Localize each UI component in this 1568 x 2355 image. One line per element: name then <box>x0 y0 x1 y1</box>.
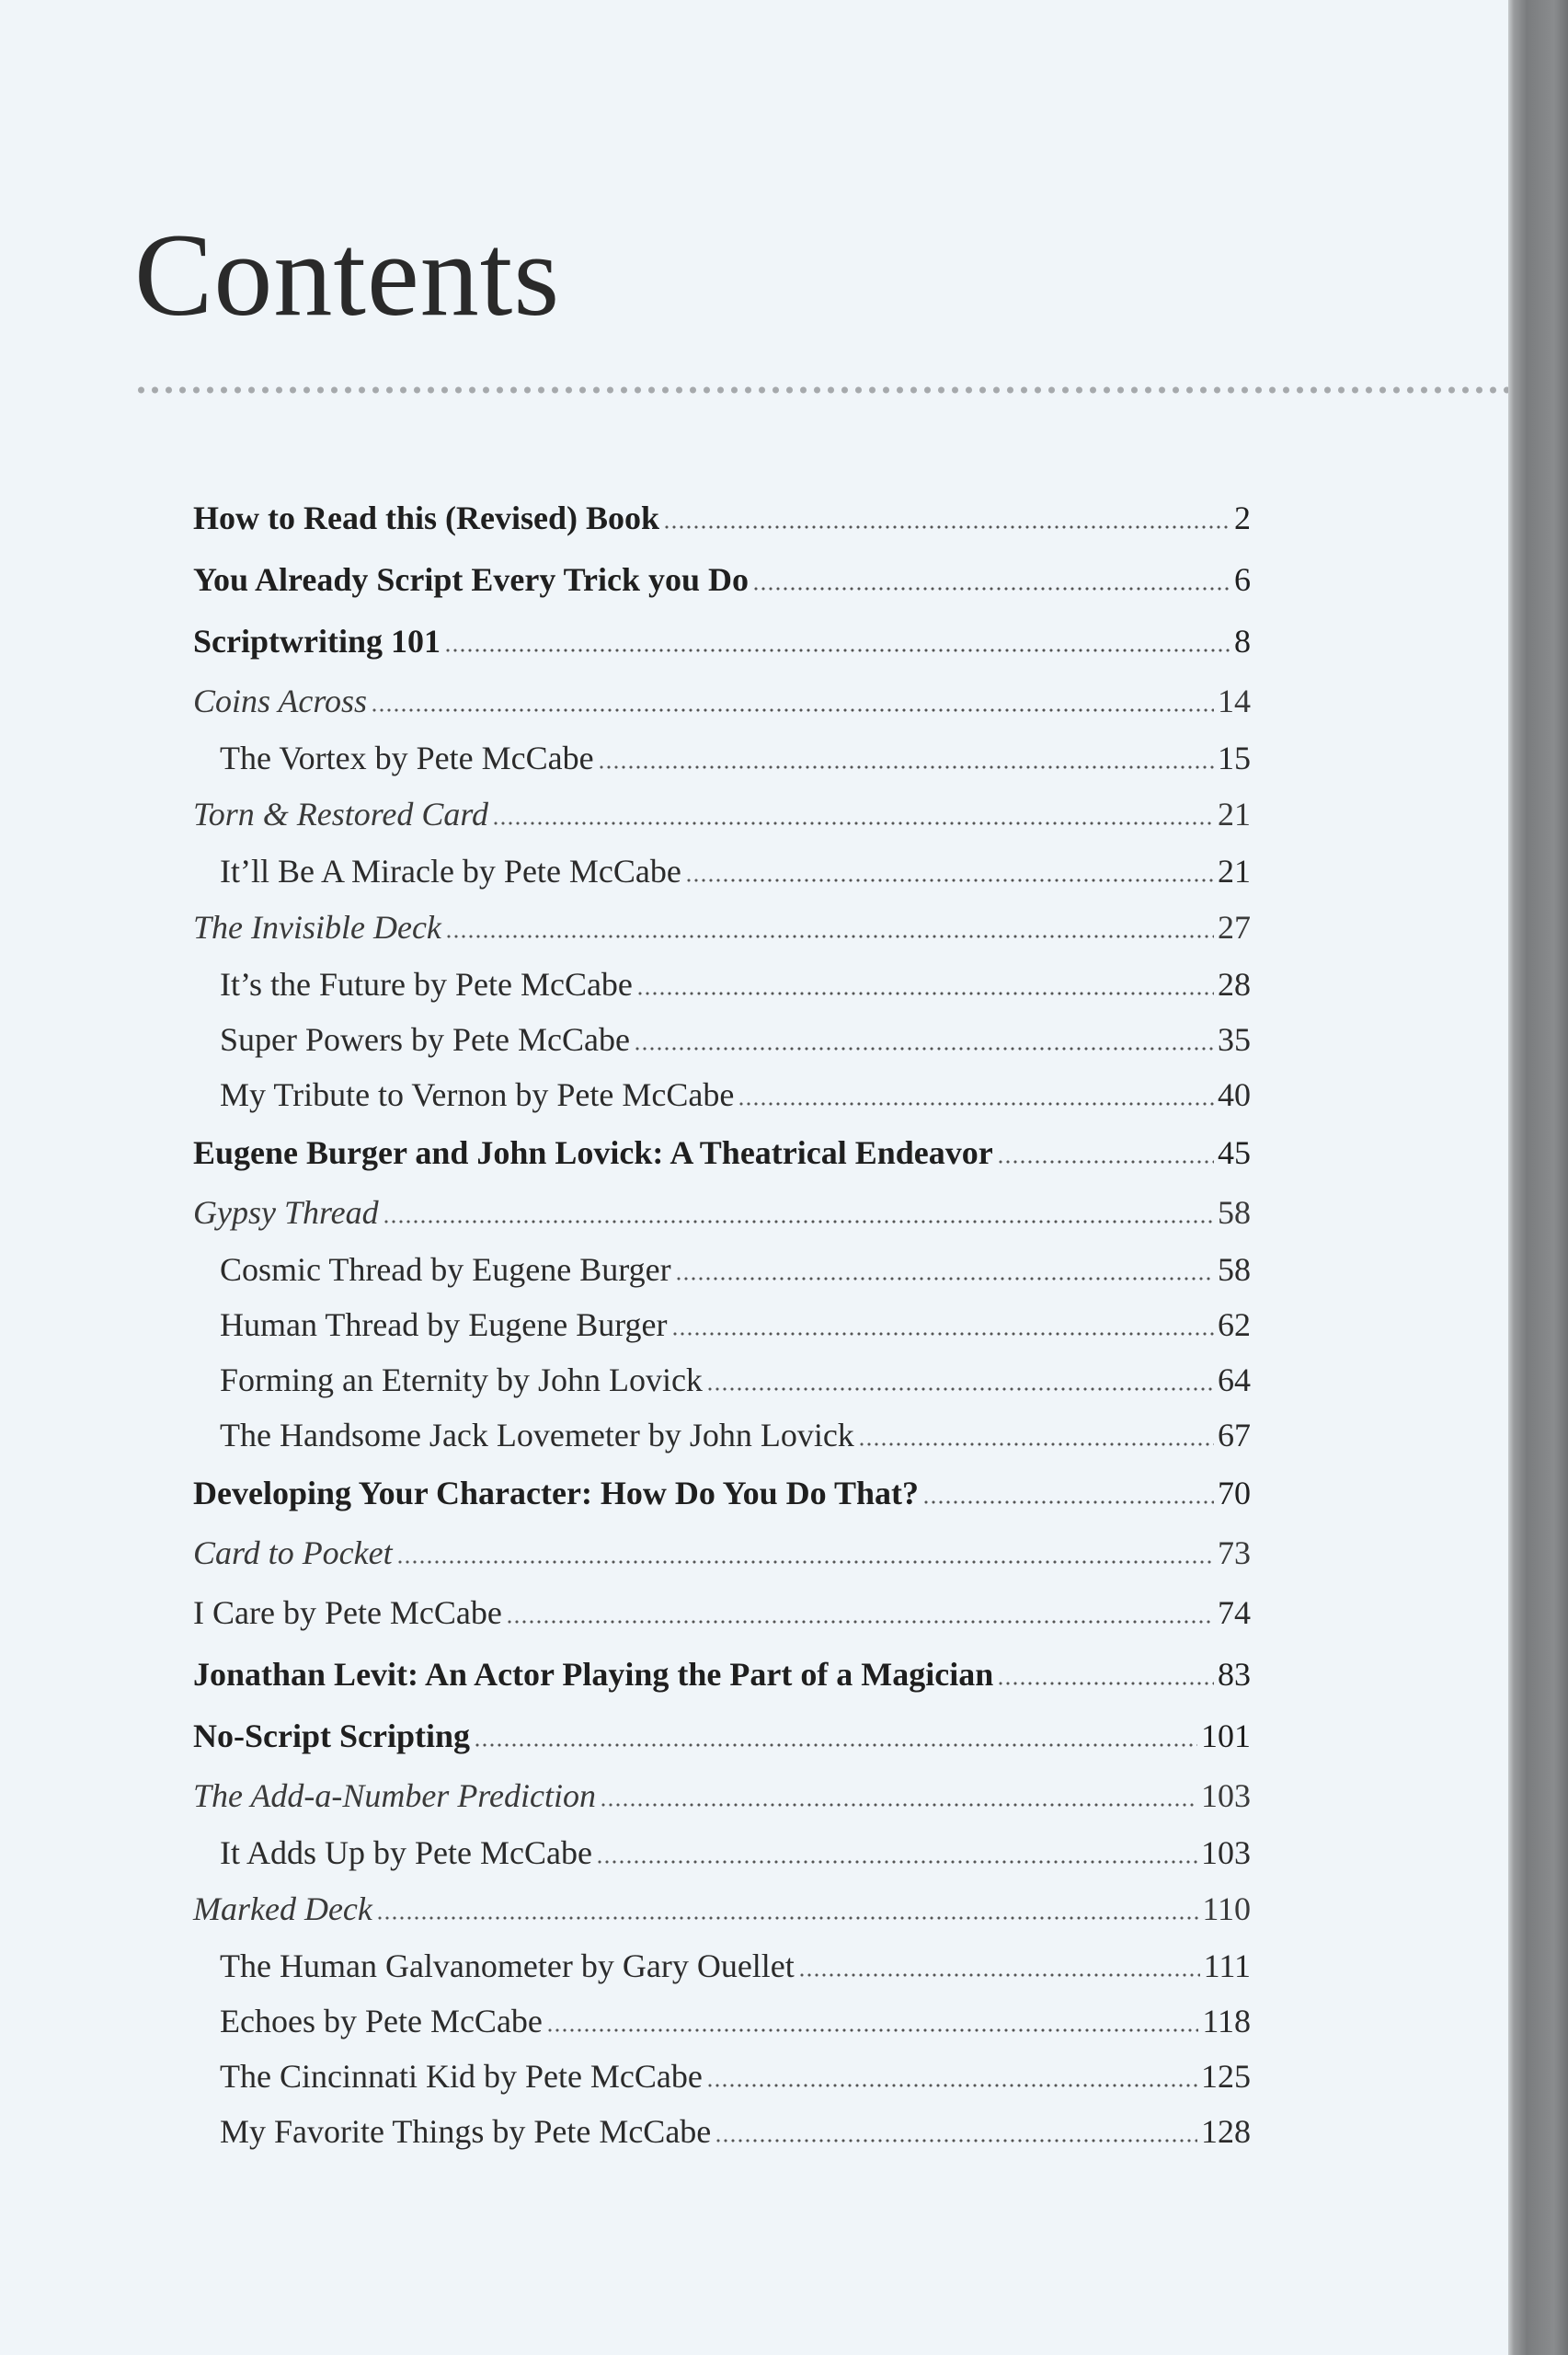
toc-page-number: 45 <box>1218 1134 1251 1171</box>
dot-leader <box>474 1716 1197 1749</box>
dot-leader <box>858 1415 1214 1448</box>
toc-entry <box>193 1463 1251 1524</box>
toc-entry <box>193 899 1251 957</box>
toc-entry-title: It Adds Up by Pete McCabe <box>220 1834 592 1871</box>
toc-entry <box>193 786 1251 844</box>
toc-entry <box>193 1067 1251 1122</box>
toc-page-number: 67 <box>1218 1417 1251 1453</box>
toc-entry-title: Forming an Eternity by John Lovick <box>220 1361 703 1398</box>
dot-leader <box>922 1473 1214 1506</box>
toc-entry <box>193 1938 1251 1993</box>
toc-page-number: 103 <box>1201 1777 1251 1814</box>
toc-entry-title: The Vortex by Pete McCabe <box>220 740 594 776</box>
toc-page-number: 40 <box>1218 1076 1251 1113</box>
toc-page-number: 27 <box>1218 909 1251 946</box>
toc-page-number: 58 <box>1218 1194 1251 1231</box>
dot-leader <box>706 2056 1197 2089</box>
toc-entry <box>193 1767 1251 1825</box>
toc-entry-title: The Add-a-Number Prediction <box>193 1777 596 1814</box>
toc-entry <box>193 549 1251 611</box>
toc-entry-title: It’s the Future by Pete McCabe <box>220 966 633 1003</box>
dot-leader <box>506 1592 1214 1626</box>
toc-entry <box>193 1352 1251 1407</box>
toc-entry-title: No-Script Scripting <box>193 1717 470 1754</box>
toc-entry <box>193 1993 1251 2049</box>
toc-page-number: 2 <box>1234 500 1251 536</box>
toc-entry-title: I Care by Pete McCabe <box>193 1594 502 1631</box>
toc-entry-title: Human Thread by Eugene Burger <box>220 1306 668 1343</box>
toc-entry-title: Torn & Restored Card <box>193 796 489 833</box>
toc-entry <box>193 1012 1251 1067</box>
toc-entry-title: Gypsy Thread <box>193 1194 379 1231</box>
toc-page-number: 28 <box>1218 966 1251 1003</box>
dot-leader <box>997 1654 1214 1687</box>
toc-entry-title: Card to Pocket <box>193 1534 393 1571</box>
page-title: Contents <box>134 210 561 340</box>
toc-page-number: 70 <box>1218 1475 1251 1511</box>
dot-leader <box>546 2001 1198 2034</box>
toc-entry <box>193 1825 1251 1880</box>
dot-leader <box>636 964 1214 997</box>
dot-leader <box>706 1360 1214 1393</box>
dot-leader <box>715 2111 1197 2144</box>
toc-entry <box>193 957 1251 1012</box>
toc-entry-title: You Already Script Every Trick you Do <box>193 561 750 598</box>
toc-entry <box>193 611 1251 672</box>
toc-entry-title: The Invisible Deck <box>193 909 441 946</box>
toc-page-number: 64 <box>1218 1361 1251 1398</box>
toc-entry <box>193 1880 1251 1938</box>
toc-entry <box>193 1644 1251 1706</box>
dot-leader <box>671 1304 1214 1338</box>
toc-entry-title: My Favorite Things by Pete McCabe <box>220 2113 712 2150</box>
toc-entry-title: My Tribute to Vernon by Pete McCabe <box>220 1076 735 1113</box>
toc-page-number: 14 <box>1218 683 1251 719</box>
dot-leader <box>752 559 1230 592</box>
toc-page-number: 58 <box>1218 1251 1251 1288</box>
dot-leader <box>997 1132 1214 1166</box>
toc-page-number: 125 <box>1201 2058 1251 2095</box>
toc-entry <box>193 1242 1251 1297</box>
toc-entry <box>193 488 1251 549</box>
toc-entry-title: Developing Your Character: How Do You Do That? <box>193 1475 919 1511</box>
dot-leader <box>634 1019 1214 1052</box>
dot-leader <box>600 1775 1197 1809</box>
toc-entry-title: Cosmic Thread by Eugene Burger <box>220 1251 671 1288</box>
dot-leader <box>376 1889 1198 1922</box>
dot-leader <box>492 794 1214 827</box>
toc-page-number: 35 <box>1218 1021 1251 1058</box>
dot-leader <box>663 498 1230 531</box>
toc-entry <box>193 2104 1251 2159</box>
toc-page-number: 128 <box>1201 2113 1251 2150</box>
toc-entry <box>193 730 1251 786</box>
toc-page-number: 103 <box>1201 1834 1251 1871</box>
toc-page-number: 101 <box>1201 1717 1251 1754</box>
toc-entry-title: Jonathan Levit: An Actor Playing the Part of a Magician <box>193 1656 994 1693</box>
toc-page-number: 111 <box>1203 1947 1251 1984</box>
toc-entry-title: The Cincinnati Kid by Pete McCabe <box>220 2058 703 2095</box>
dot-leader <box>371 681 1214 714</box>
dot-leader <box>598 738 1214 771</box>
toc-entry <box>193 1407 1251 1463</box>
toc-page-number: 15 <box>1218 740 1251 776</box>
toc-entry <box>193 844 1251 899</box>
toc-entry-title: It’ll Be A Miracle by Pete McCabe <box>220 853 681 890</box>
dot-leader <box>383 1192 1214 1225</box>
toc-entry <box>193 2049 1251 2104</box>
toc-entry-title: The Human Galvanometer by Gary Ouellet <box>220 1947 795 1984</box>
toc-entry-title: Scriptwriting 101 <box>193 623 441 660</box>
toc-page-number: 110 <box>1202 1890 1251 1927</box>
dot-leader <box>444 621 1230 654</box>
toc-entry-title: The Handsome Jack Lovemeter by John Lovick <box>220 1417 854 1453</box>
dot-leader <box>675 1249 1214 1282</box>
book-spine-shadow <box>1508 0 1568 2355</box>
toc-page-number: 73 <box>1218 1534 1251 1571</box>
toc-page-number: 74 <box>1218 1594 1251 1631</box>
dot-leader <box>445 907 1214 940</box>
dotted-divider <box>134 385 1508 396</box>
toc-entry <box>193 1706 1251 1767</box>
table-of-contents <box>193 488 1251 2159</box>
dot-leader <box>396 1533 1214 1566</box>
toc-entry <box>193 1582 1251 1644</box>
toc-entry <box>193 672 1251 730</box>
dot-leader <box>596 1832 1197 1866</box>
toc-entry-title: Super Powers by Pete McCabe <box>220 1021 630 1058</box>
toc-entry-title: Echoes by Pete McCabe <box>220 2003 543 2039</box>
toc-entry <box>193 1297 1251 1352</box>
toc-page-number: 62 <box>1218 1306 1251 1343</box>
dot-leader <box>798 1946 1200 1979</box>
toc-page-number: 21 <box>1218 796 1251 833</box>
toc-entry <box>193 1524 1251 1582</box>
toc-page-number: 21 <box>1218 853 1251 890</box>
toc-page-number: 8 <box>1234 623 1251 660</box>
toc-entry-title: Eugene Burger and John Lovick: A Theatrical Endeavor <box>193 1134 993 1171</box>
toc-entry <box>193 1122 1251 1184</box>
dot-leader <box>738 1074 1214 1108</box>
toc-entry <box>193 1184 1251 1242</box>
toc-page-number: 6 <box>1234 561 1251 598</box>
toc-page-number: 83 <box>1218 1656 1251 1693</box>
toc-entry-title: Marked Deck <box>193 1890 372 1927</box>
toc-entry-title: How to Read this (Revised) Book <box>193 500 660 536</box>
toc-entry-title: Coins Across <box>193 683 368 719</box>
toc-page-number: 118 <box>1202 2003 1251 2039</box>
dot-leader <box>685 851 1214 884</box>
